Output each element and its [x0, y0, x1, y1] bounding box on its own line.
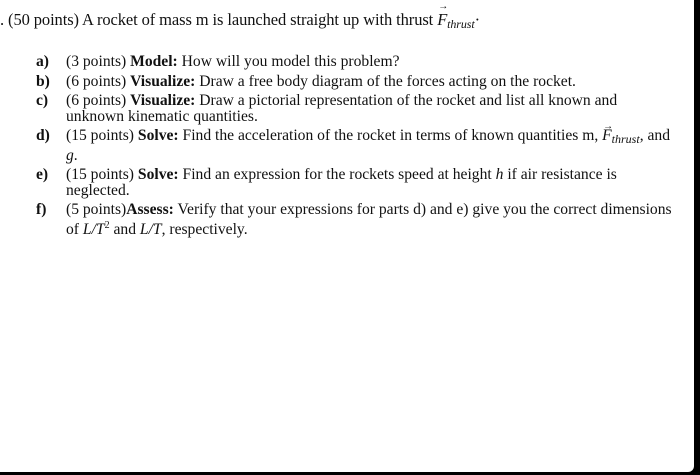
- item-marker: c): [36, 92, 49, 109]
- item-text: (15 points) Solve: Find the acceleration of the rocket in terms of known quantities m, → $F_{thrust}$, and g.: [66, 128, 676, 163]
- item-marker: e): [36, 166, 49, 183]
- subquestion-list: [36, 54, 676, 241]
- item-marker: f): [36, 201, 47, 218]
- subquestion-c: [36, 93, 676, 124]
- subquestion-f: [36, 202, 676, 237]
- header-text: . (50 points) A rocket of mass m is launched straight up with thrust: [0, 10, 438, 29]
- thrust-subscript: thrust: [611, 132, 640, 146]
- dimension-exponent: 2: [104, 219, 110, 231]
- subquestion-d: [36, 128, 676, 163]
- item-text: (15 points) Solve: Find an expression for the rockets speed at height h if air resistance is neglected.: [66, 166, 617, 199]
- thrust-subscript: thrust: [447, 17, 475, 31]
- gravity-symbol: g: [66, 146, 74, 164]
- item-marker: a): [36, 53, 49, 70]
- thrust-force-symbol: → F: [602, 128, 612, 144]
- subquestion-a: [36, 54, 676, 70]
- thrust-force-symbol: → F: [437, 10, 447, 30]
- item-marker: b): [36, 72, 50, 90]
- item-marker: d): [36, 127, 50, 144]
- item-text: (3 points) Model: How will you model this problem?: [66, 53, 400, 70]
- dimension-speed: L/T: [139, 220, 162, 238]
- height-symbol: h: [495, 166, 504, 183]
- subquestion-b: [36, 74, 676, 90]
- item-text: (6 points) Visualize: Draw a pictorial representation of the rocket and list all known and unknown kinematic quantities.: [66, 92, 618, 125]
- header-end: ·: [474, 10, 480, 29]
- question-header: [0, 10, 480, 32]
- item-text: (5 points)Assess: Verify that your expressions for parts d) and e) give you the correct dimensions of $L/T^2$ and L/T, respectively.: [66, 201, 672, 238]
- subquestion-e: [36, 167, 676, 198]
- dimension-acceleration: L/T: [82, 220, 105, 238]
- item-text: (6 points) Visualize: Draw a free body diagram of the forces acting on the rocket.: [66, 72, 576, 90]
